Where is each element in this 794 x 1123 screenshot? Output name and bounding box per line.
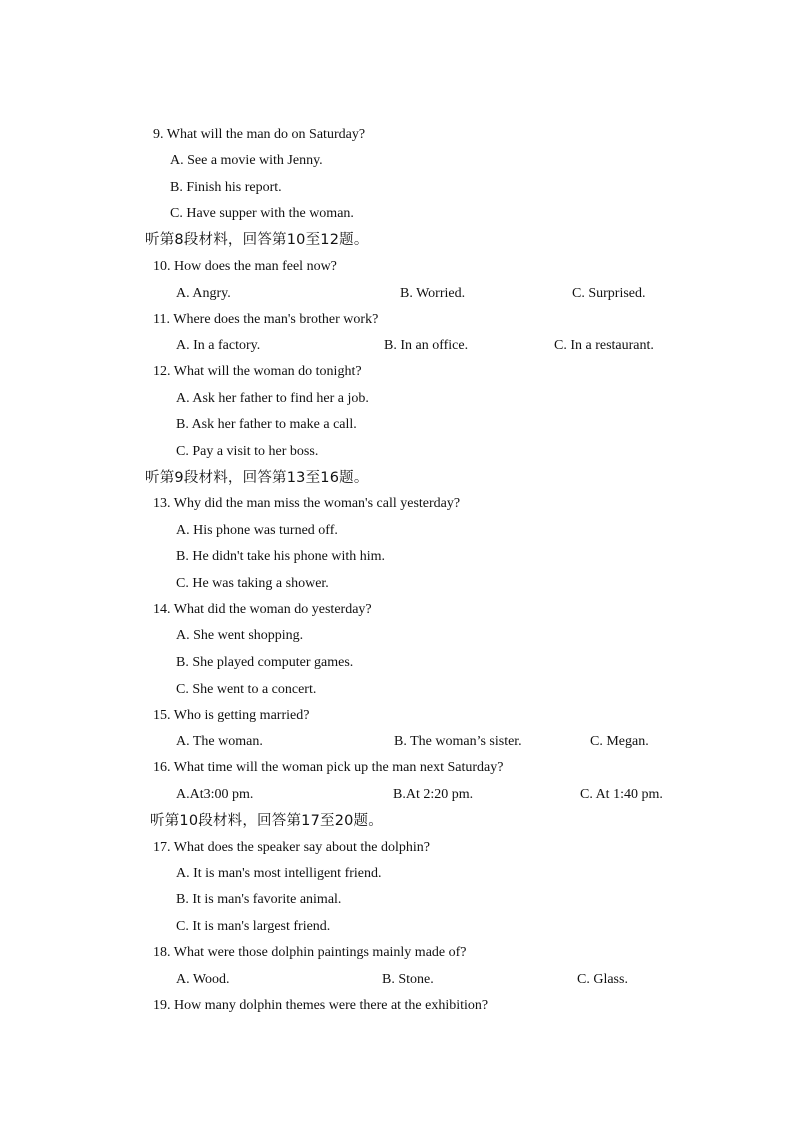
question-16: 16. What time will the woman pick up the man next Saturday? (153, 760, 504, 775)
option-11b: B. In an office. (384, 338, 469, 353)
option-17a: A. It is man's most intelligent friend. (176, 866, 382, 881)
option-12a: A. Ask her father to find her a job. (176, 391, 369, 406)
question-19: 19. How many dolphin themes were there at the exhibition? (153, 998, 489, 1013)
option-15b: B. The woman’s sister. (394, 734, 522, 749)
option-18c: C. Glass. (577, 972, 628, 987)
option-13a: A. His phone was turned off. (176, 523, 338, 538)
options-row-16 (0, 786, 794, 804)
option-15a: A. The woman. (176, 734, 263, 749)
option-12c: C. Pay a visit to her boss. (176, 444, 319, 459)
option-10a: A. Angry. (176, 286, 231, 301)
option-16a: A.At3:00 pm. (176, 787, 254, 802)
question-15: 15. Who is getting married? (153, 708, 310, 723)
question-18: 18. What were those dolphin paintings mainly made of? (153, 945, 467, 960)
option-10b: B. Worried. (400, 286, 466, 301)
option-18b: B. Stone. (382, 972, 434, 987)
option-12b: B. Ask her father to make a call. (176, 417, 357, 432)
option-14c: C. She went to a concert. (176, 682, 317, 697)
option-18a: A. Wood. (176, 972, 230, 987)
option-15c: C. Megan. (590, 734, 649, 749)
question-14: 14. What did the woman do yesterday? (153, 602, 372, 617)
options-row-18 (0, 971, 794, 989)
section-heading-10: 听第10段材料，回答第17至20题。 (150, 813, 383, 829)
question-13: 13. Why did the man miss the woman's call yesterday? (153, 496, 461, 511)
option-9c: C. Have supper with the woman. (170, 206, 354, 221)
section-heading-8: 听第8段材料，回答第10至12题。 (145, 232, 369, 248)
option-11c: C. In a restaurant. (554, 338, 654, 353)
question-9: 9. What will the man do on Saturday? (153, 127, 366, 142)
question-12: 12. What will the woman do tonight? (153, 364, 362, 379)
option-17c: C. It is man's largest friend. (176, 919, 331, 934)
option-10c: C. Surprised. (572, 286, 646, 301)
option-17b: B. It is man's favorite animal. (176, 892, 342, 907)
options-row-11 (0, 337, 794, 355)
options-row-15 (0, 733, 794, 751)
option-14b: B. She played computer games. (176, 655, 354, 670)
option-16b: B.At 2:20 pm. (393, 787, 474, 802)
option-13b: B. He didn't take his phone with him. (176, 549, 386, 564)
question-10: 10. How does the man feel now? (153, 259, 337, 274)
question-11: 11. Where does the man's brother work? (153, 312, 379, 327)
option-9b: B. Finish his report. (170, 180, 282, 195)
option-9a: A. See a movie with Jenny. (170, 153, 323, 168)
option-14a: A. She went shopping. (176, 628, 304, 643)
options-row-10 (0, 285, 794, 303)
option-16c: C. At 1:40 pm. (580, 787, 663, 802)
section-heading-9: 听第9段材料，回答第13至16题。 (145, 470, 369, 486)
option-13c: C. He was taking a shower. (176, 576, 329, 591)
question-17: 17. What does the speaker say about the dolphin? (153, 840, 430, 855)
option-11a: A. In a factory. (176, 338, 261, 353)
